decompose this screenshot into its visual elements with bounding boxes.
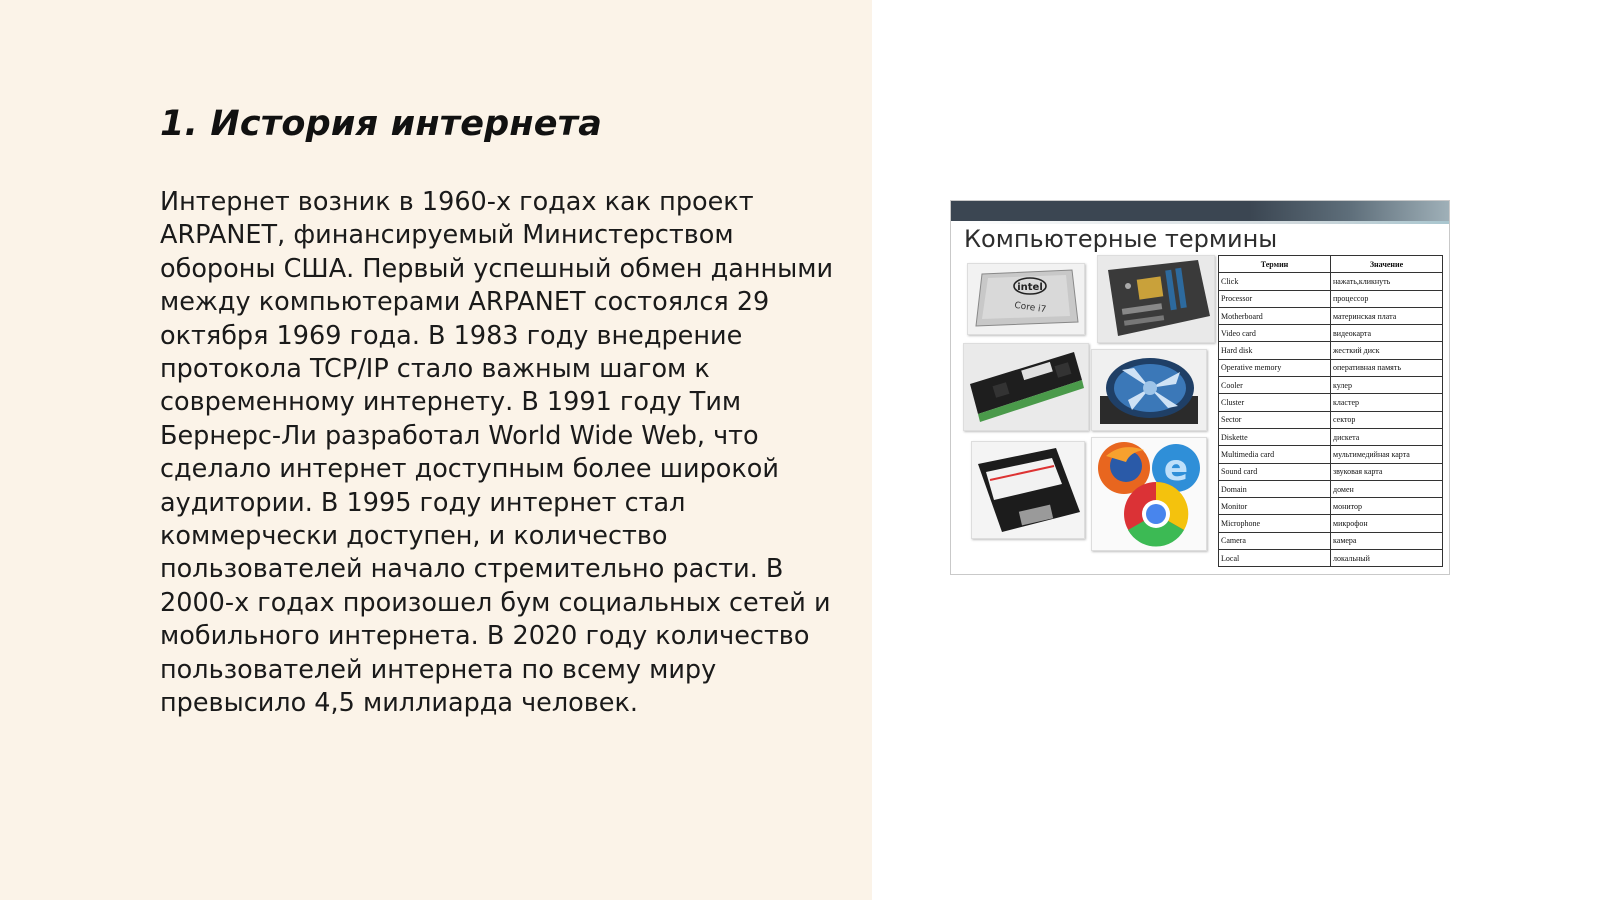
diskette-icon	[971, 441, 1085, 539]
table-row	[1219, 290, 1443, 307]
term-cell: Cooler	[1219, 377, 1331, 394]
meaning-cell: локальный	[1331, 550, 1443, 567]
table-row	[1219, 550, 1443, 567]
term-cell: Microphone	[1219, 515, 1331, 532]
term-cell: Multimedia card	[1219, 446, 1331, 463]
term-cell: Click	[1219, 273, 1331, 290]
meaning-cell: кластер	[1331, 394, 1443, 411]
meaning-cell: монитор	[1331, 498, 1443, 515]
table-row	[1219, 498, 1443, 515]
table-row	[1219, 273, 1443, 290]
cooler-fan-icon	[1091, 349, 1207, 431]
table-row	[1219, 463, 1443, 480]
meaning-cell: кулер	[1331, 377, 1443, 394]
computer-terms-image	[950, 200, 1450, 575]
image-header-bar	[951, 201, 1449, 221]
cpu-model-text: Core i7	[1013, 300, 1047, 316]
term-cell: Camera	[1219, 532, 1331, 549]
table-row	[1219, 377, 1443, 394]
term-cell: Sector	[1219, 411, 1331, 428]
table-row	[1219, 446, 1443, 463]
table-header-row	[1219, 256, 1443, 273]
meaning-cell: мультимедийная карта	[1331, 446, 1443, 463]
svg-text:e: e	[1163, 448, 1189, 489]
term-cell: Domain	[1219, 480, 1331, 497]
term-cell: Sound card	[1219, 463, 1331, 480]
meaning-cell: процессор	[1331, 290, 1443, 307]
memory-module-icon	[963, 343, 1089, 431]
meaning-cell: видеокарта	[1331, 325, 1443, 342]
browser-logos-icon	[1091, 437, 1207, 551]
table-row	[1219, 342, 1443, 359]
slide-title: 1. История интернета	[160, 104, 603, 144]
terms-table	[1218, 255, 1443, 567]
term-cell: Local	[1219, 550, 1331, 567]
table-row	[1219, 325, 1443, 342]
image-title: Компьютерные термины	[964, 225, 1278, 253]
meaning-cell: микрофон	[1331, 515, 1443, 532]
term-cell: Processor	[1219, 290, 1331, 307]
table-row	[1219, 515, 1443, 532]
meaning-cell: жесткий диск	[1331, 342, 1443, 359]
meaning-cell: звуковая карта	[1331, 463, 1443, 480]
meaning-cell: сектор	[1331, 411, 1443, 428]
table-row	[1219, 428, 1443, 445]
term-cell: Monitor	[1219, 498, 1331, 515]
term-cell: Cluster	[1219, 394, 1331, 411]
meaning-cell: домен	[1331, 480, 1443, 497]
motherboard-icon	[1097, 255, 1215, 343]
meaning-cell: нажать,кликнуть	[1331, 273, 1443, 290]
table-row	[1219, 411, 1443, 428]
meaning-cell: оперативная память	[1331, 359, 1443, 376]
meaning-cell: материнская плата	[1331, 307, 1443, 324]
table-row	[1219, 532, 1443, 549]
cpu-icon	[967, 263, 1085, 335]
term-cell: Diskette	[1219, 428, 1331, 445]
table-row	[1219, 480, 1443, 497]
cpu-logo-text: intel	[1017, 282, 1043, 293]
term-cell: Video card	[1219, 325, 1331, 342]
table-header-term: Термин	[1219, 256, 1331, 273]
image-header-accent	[951, 221, 1449, 224]
term-cell: Operative memory	[1219, 359, 1331, 376]
meaning-cell: дискета	[1331, 428, 1443, 445]
term-cell: Hard disk	[1219, 342, 1331, 359]
table-row	[1219, 394, 1443, 411]
table-header-meaning: Значение	[1331, 256, 1443, 273]
term-cell: Motherboard	[1219, 307, 1331, 324]
meaning-cell: камера	[1331, 532, 1443, 549]
slide-body-text: Интернет возник в 1960-х годах как проект ARPANET, финансируемый Министерством обороны США. Первый успешный обмен данными между компьютерами ARPANET состоялся 29 октября 1969 года. В 1983 году внедрение протокола TCP/IP стало важным шагом к современному интернету. В 1991 году Тим Бернерс-Ли разработал World Wide Web, что сделало интернет доступным более широкой аудитории. В 1995 году интернет стал коммерчески доступен, и количество пользователей начало стремительно расти. В 2000-х годах произошел бум социальных сетей и мобильного интернета. В 2020 году количество пользователей интернета по всему миру превысило 4,5 миллиарда человек.	[160, 187, 834, 719]
table-row	[1219, 359, 1443, 376]
table-row	[1219, 307, 1443, 324]
